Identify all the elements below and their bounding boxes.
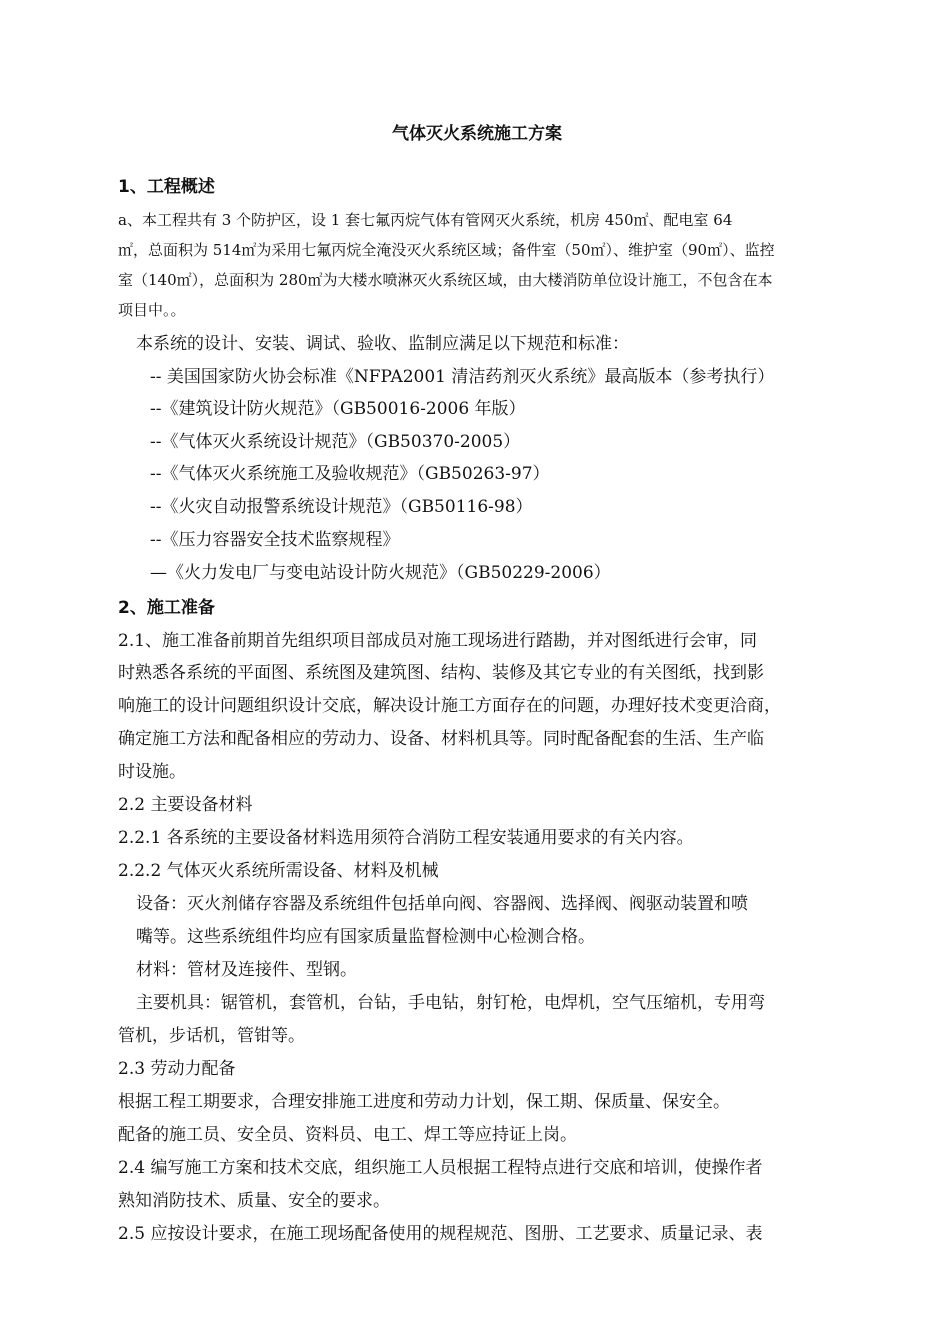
standard-item: --《气体灭火系统施工及验收规范》（GB50263-97）	[150, 464, 550, 484]
section-1-heading: 1、工程概述	[118, 177, 215, 197]
subsection-2-3: 2.3 劳动力配备	[118, 1059, 236, 1079]
standard-item: --《气体灭火系统设计规范》（GB50370-2005）	[150, 432, 521, 452]
prep-line-4: 确定施工方法和配备相应的劳动力、设备、材料机具等。同时配备配套的生活、生产临	[118, 729, 764, 749]
labor-line-1: 根据工程工期要求，合理安排施工进度和劳动力计划，保工期、保质量、保安全。	[118, 1092, 730, 1112]
tools-line-2: 管机，步话机，管钳等。	[118, 1026, 305, 1046]
overview-line-1: a、本工程共有 3 个防护区，设 1 套七氟丙烷气体有管网灭火系统，机房 450㎡、配电室 64	[118, 211, 733, 229]
tools-line-1: 主要机具：锯管机，套管机，台钻，手电钻，射钉枪，电焊机，空气压缩机，专用弯	[136, 993, 765, 1013]
equipment-line-2: 嘴等。这些系统组件均应有国家质量监督检测中心检测合格。	[136, 927, 595, 947]
standard-item: —《火力发电厂与变电站设计防火规范》（GB50229-2006）	[150, 563, 611, 583]
materials-line: 材料：管材及连接件、型钢。	[136, 960, 357, 980]
subsection-2-2-1: 2.2.1 各系统的主要设备材料选用须符合消防工程安装通用要求的有关内容。	[118, 828, 694, 848]
subsection-2-2: 2.2 主要设备材料	[118, 795, 253, 815]
prep-line-2: 时熟悉各系统的平面图、系统图及建筑图、结构、装修及其它专业的有关图纸，找到影	[118, 663, 764, 683]
subsection-2-5: 2.5 应按设计要求，在施工现场配备使用的规程规范、图册、工艺要求、质量记录、表	[118, 1224, 763, 1244]
prep-line-5: 时设施。	[118, 762, 186, 782]
prep-line-3: 响施工的设计问题组织设计交底，解决设计施工方面存在的问题，办理好技术变更洽商，	[118, 696, 781, 716]
standards-intro: 本系统的设计、安装、调试、验收、监制应满足以下规范和标准：	[136, 334, 629, 354]
standard-item: -- 美国国家防火协会标准《NFPA2001 清洁药剂灭火系统》最高版本（参考执行）	[150, 367, 775, 387]
document-title: 气体灭火系统施工方案	[392, 124, 562, 144]
standard-item: --《建筑设计防火规范》（GB50016-2006 年版）	[150, 399, 526, 419]
section-2-heading: 2、施工准备	[118, 598, 215, 618]
overview-line-3: 室（140㎡），总面积为 280㎡为大楼水喷淋灭火系统区域，由大楼消防单位设计施工，不包含在本	[118, 271, 773, 289]
equipment-line-1: 设备：灭火剂储存容器及系统组件包括单向阀、容器阀、选择阀、阀驱动装置和喷	[136, 894, 748, 914]
subsection-2-4-line-1: 2.4 编写施工方案和技术交底，组织施工人员根据工程特点进行交底和培训，使操作者	[118, 1158, 763, 1178]
overview-line-2: ㎡，总面积为 514㎡为采用七氟丙烷全淹没灭火系统区域；备件室（50㎡）、维护室（90㎡）、监控	[118, 241, 775, 259]
subsection-2-4-line-2: 熟知消防技术、质量、安全的要求。	[118, 1191, 390, 1211]
standard-item: --《火灾自动报警系统设计规范》（GB50116-98）	[150, 497, 533, 517]
labor-line-2: 配备的施工员、安全员、资料员、电工、焊工等应持证上岗。	[118, 1125, 577, 1145]
standard-item: --《压力容器安全技术监察规程》	[150, 530, 400, 550]
prep-line-1: 2.1、施工准备前期首先组织项目部成员对施工现场进行踏勘，并对图纸进行会审，同	[118, 631, 758, 651]
subsection-2-2-2: 2.2.2 气体灭火系统所需设备、材料及机械	[118, 861, 439, 881]
overview-line-4: 项目中。。	[118, 301, 186, 319]
